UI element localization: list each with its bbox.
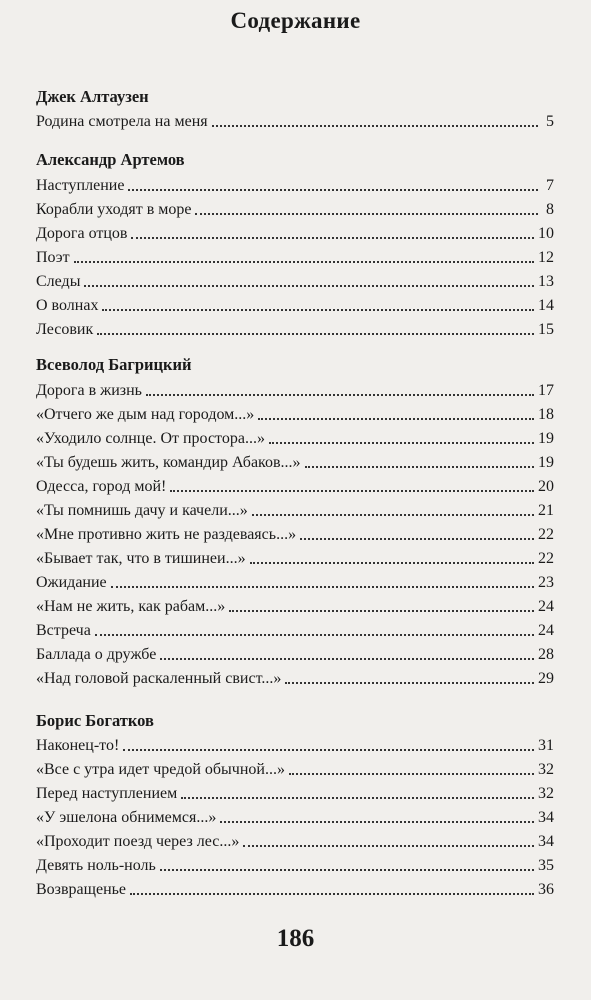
leader-dots — [97, 333, 534, 335]
entry-title: О волнах — [36, 297, 99, 314]
entry-page: 7 — [546, 177, 554, 194]
entry-title: Следы — [36, 273, 81, 290]
entry-page: 32 — [538, 761, 554, 778]
entry-page: 12 — [538, 249, 554, 266]
entry-page: 22 — [538, 550, 554, 567]
leader-dots — [170, 490, 534, 492]
leader-dots — [212, 125, 538, 127]
entry-title: Дорога в жизнь — [36, 382, 142, 399]
leader-dots — [243, 845, 534, 847]
leader-dots — [285, 682, 534, 684]
toc-entry — [36, 731, 554, 755]
entry-page: 19 — [538, 454, 554, 471]
leader-dots — [229, 610, 534, 612]
toc-entry — [36, 779, 554, 803]
leader-dots — [111, 586, 534, 588]
leader-dots — [146, 394, 534, 396]
entry-title: «Над головой раскаленный свист...» — [36, 670, 282, 687]
entry-page: 29 — [538, 670, 554, 687]
entry-title: Лесовик — [36, 321, 94, 338]
leader-dots — [252, 514, 534, 516]
entry-title: Одесса, город мой! — [36, 478, 167, 495]
entry-title: «Уходило солнце. От простора...» — [36, 430, 265, 447]
leader-dots — [258, 418, 534, 420]
entry-title: «Проходит поезд через лес...» — [36, 833, 240, 850]
entry-title: «Все с утра идет чредой обычной...» — [36, 761, 285, 778]
toc-entry — [36, 291, 554, 315]
toc-entry — [36, 496, 554, 520]
toc-entry — [36, 472, 554, 496]
entry-title: Ожидание — [36, 574, 107, 591]
entry-page: 19 — [538, 430, 554, 447]
leader-dots — [130, 893, 534, 895]
page-number: 186 — [276, 925, 315, 952]
entry-title: Дорога отцов — [36, 225, 128, 242]
entry-title: Наконец-то! — [36, 737, 120, 754]
toc-entry — [36, 219, 554, 243]
entry-page: 15 — [538, 321, 554, 338]
entry-page: 28 — [538, 646, 554, 663]
leader-dots — [220, 821, 534, 823]
entry-title: Встреча — [36, 622, 91, 639]
entry-title: «У эшелона обнимемся...» — [36, 809, 217, 826]
leader-dots — [250, 562, 534, 564]
leader-dots — [195, 213, 538, 215]
author-heading: Джек Алтаузен — [36, 87, 149, 106]
entry-page: 13 — [538, 273, 554, 290]
entry-page: 5 — [546, 113, 554, 130]
leader-dots — [131, 237, 534, 239]
entry-title: Девять ноль-ноль — [36, 857, 156, 874]
leader-dots — [300, 538, 534, 540]
toc-entry — [36, 243, 554, 267]
entry-title: Баллада о дружбе — [36, 646, 157, 663]
entry-page: 20 — [538, 478, 554, 495]
entry-page: 21 — [538, 502, 554, 519]
entry-page: 23 — [538, 574, 554, 591]
entry-title: «Бывает так, что в тишинеи...» — [36, 550, 246, 567]
entry-page: 24 — [538, 622, 554, 639]
leader-dots — [74, 261, 534, 263]
entry-page: 35 — [538, 857, 554, 874]
entry-page: 8 — [546, 201, 554, 218]
leader-dots — [95, 634, 534, 636]
entry-title: «Ты будешь жить, командир Абаков...» — [36, 454, 301, 471]
entry-title: Корабли уходят в море — [36, 201, 192, 218]
leader-dots — [269, 442, 534, 444]
toc-entry — [36, 520, 554, 544]
leader-dots — [84, 285, 534, 287]
leader-dots — [160, 869, 534, 871]
toc-entry — [36, 640, 554, 664]
entry-title: Перед наступлением — [36, 785, 178, 802]
entry-title: «Отчего же дым над городом...» — [36, 406, 255, 423]
author-heading: Всеволод Багрицкий — [36, 355, 192, 374]
toc-entry — [36, 315, 554, 339]
leader-dots — [289, 773, 534, 775]
author-heading: Борис Богатков — [36, 711, 154, 730]
entry-page: 32 — [538, 785, 554, 802]
toc-entry — [36, 267, 554, 291]
entry-title: «Мне противно жить не раздеваясь...» — [36, 526, 297, 543]
toc-entry — [36, 851, 554, 875]
leader-dots — [160, 658, 534, 660]
toc-entry — [36, 400, 554, 424]
entry-title: «Ты помнишь дачу и качели...» — [36, 502, 248, 519]
page-title: Содержание — [230, 8, 361, 33]
toc-entry — [36, 827, 554, 851]
entry-page: 24 — [538, 598, 554, 615]
toc-entry — [36, 803, 554, 827]
toc-entry — [36, 664, 554, 688]
toc-entry — [36, 755, 554, 779]
toc-entry — [36, 107, 554, 131]
leader-dots — [128, 189, 538, 191]
entry-page: 17 — [538, 382, 554, 399]
entry-page: 34 — [538, 833, 554, 850]
entry-page: 10 — [538, 225, 554, 242]
toc-entry — [36, 424, 554, 448]
entry-page: 36 — [538, 881, 554, 898]
author-heading: Александр Артемов — [36, 150, 185, 169]
entry-title: Наступление — [36, 177, 125, 194]
leader-dots — [123, 749, 534, 751]
entry-page: 18 — [538, 406, 554, 423]
entry-page: 14 — [538, 297, 554, 314]
toc-entry — [36, 544, 554, 568]
toc-entry — [36, 592, 554, 616]
entry-title: Возвращенье — [36, 881, 127, 898]
toc-entry — [36, 376, 554, 400]
leader-dots — [181, 797, 534, 799]
leader-dots — [102, 309, 534, 311]
toc-entry — [36, 171, 554, 195]
toc-entry — [36, 875, 554, 899]
entry-title: Поэт — [36, 249, 70, 266]
entry-page: 34 — [538, 809, 554, 826]
entry-title: Родина смотрела на меня — [36, 113, 208, 130]
toc-entry — [36, 195, 554, 219]
entry-page: 22 — [538, 526, 554, 543]
toc-entry — [36, 616, 554, 640]
toc-entry — [36, 568, 554, 592]
entry-title: «Нам не жить, как рабам...» — [36, 598, 226, 615]
toc-entry — [36, 448, 554, 472]
leader-dots — [305, 466, 534, 468]
entry-page: 31 — [538, 737, 554, 754]
